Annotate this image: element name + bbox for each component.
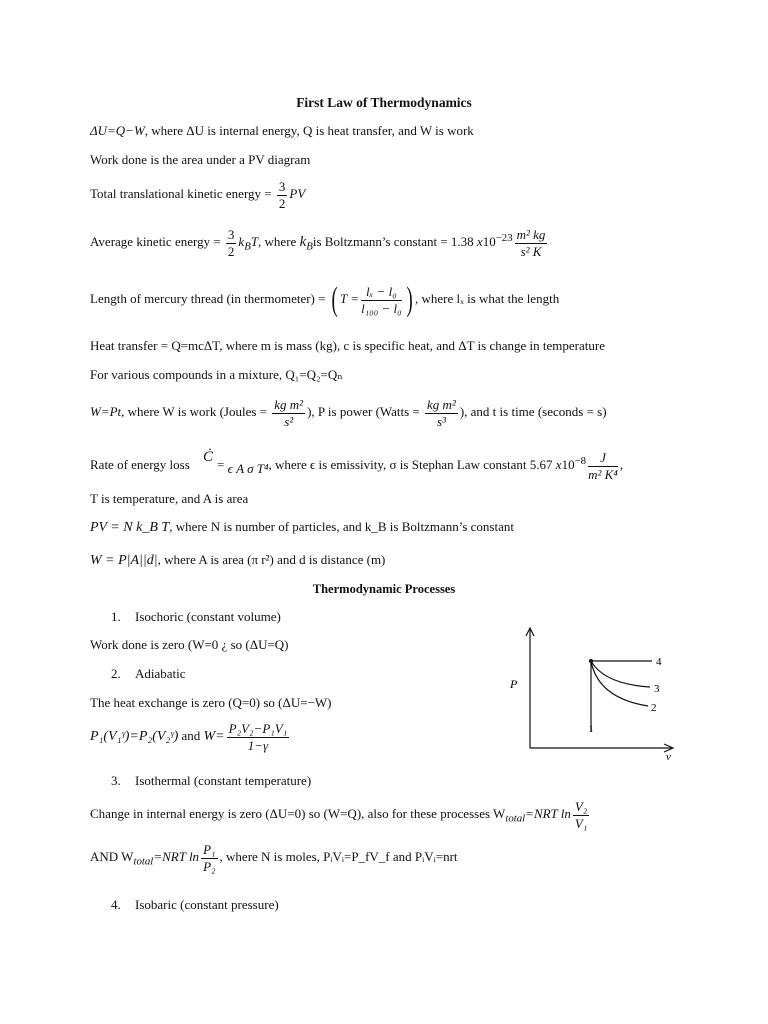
w-pt-equation: W=Pt (90, 404, 122, 420)
nrt-ln-2: =NRT ln (153, 849, 200, 865)
left-paren: ( (331, 281, 338, 318)
emissivity-text: , where ϵ is emissivity, σ is Stephan Law constant 5.67 (268, 457, 553, 473)
right-paren: ) (406, 281, 413, 318)
stefan-unit-fraction: $\frac{J}{\text{m² K⁴}}$ (588, 450, 618, 482)
list-item-label: Isochoric (constant volume) (135, 609, 281, 624)
curve-label-4: 4 (656, 656, 662, 668)
total-subscript: total (505, 812, 526, 825)
heat-transfer-line: Heat transfer = Q=mcΔT, where m is mass (kg), c is specific heat, and ΔT is change in temperature (90, 338, 605, 353)
process-curve-2 (591, 661, 648, 706)
start-point (589, 659, 593, 663)
compounds-line: For various compounds in a mixture, Q₁=Q₂=Qₙ (90, 367, 343, 382)
average-kinetic-label: Average kinetic energy = (90, 234, 221, 250)
ideal-gas-description: , where N is number of particles, and k_B is Boltzmann’s constant (169, 519, 514, 534)
temperature-area-line: T is temperature, and A is area (90, 491, 249, 506)
energy-loss-label: Rate of energy loss (90, 457, 190, 473)
kb-symbol: k (299, 234, 307, 251)
isochoric-work-line (90, 637, 289, 653)
ideal-gas-line (90, 519, 514, 537)
k-symbol: k (238, 234, 245, 250)
curve-label-1: 1 (589, 724, 594, 734)
pressure-ratio-fraction: $\frac{\text{P₁}}{\text{P₂}}$ (203, 842, 216, 874)
isothermal-pressure-line (90, 843, 458, 873)
adiabatic-work-fraction: $\frac{\text{P₂V₂−P₁V₁}}{1-\gamma}$ (228, 721, 288, 753)
process-curve-3 (591, 661, 650, 687)
times-x-2: x (555, 457, 562, 473)
watts-unit-fraction: $\frac{\text{kg m²}}{\text{s³}}$ (427, 397, 456, 429)
adiabatic-heat-line: The heat exchange is zero (Q=0) so (ΔU=−W) (90, 695, 332, 710)
ideal-gas-equation: PV = N k_B T (90, 520, 170, 535)
list-number: 4. (111, 897, 121, 912)
isothermal-line (90, 800, 591, 830)
y-axis-label: P (510, 677, 518, 691)
list-item-isothermal (111, 773, 311, 789)
power-exponent: −23 (495, 231, 513, 244)
total-subscript-2: total (133, 855, 154, 868)
work-joules-text: , where W is work (Joules = (121, 404, 268, 420)
trailing-comma: , (619, 457, 624, 473)
list-item-label: Adiabatic (135, 666, 186, 681)
moles-text: , where N is moles, PᵢVᵢ=P_fV_f and PᵢVᵢ=nrt (219, 849, 458, 865)
list-item-label: Isothermal (constant temperature) (135, 773, 312, 788)
list-item-isochoric (111, 609, 281, 625)
first-law-line (90, 123, 474, 139)
power-base-2: 10 (561, 457, 575, 473)
kb-subscript: B (306, 240, 313, 253)
isochoric-work-text: Work done is zero (W=0 ¿ so (ΔU=Q) (90, 637, 289, 652)
section-title-processes: Thermodynamic Processes (312, 582, 456, 596)
boltzmann-text: is Boltzmann’s constant = 1.38 (312, 234, 474, 250)
work-distance-line (90, 552, 385, 570)
x-axis-label: v (666, 751, 671, 763)
isothermal-text: Change in internal energy is zero (ΔU=0) so (W=Q), also for these processes W (90, 806, 506, 822)
average-kinetic-line (90, 228, 549, 258)
where-text: , where (258, 234, 297, 250)
mercury-fraction: $\frac{\text{lₓ − l₀}}{\text{l₁₀₀ − l₀}}$ (361, 283, 402, 316)
list-item-isobaric (111, 897, 279, 913)
list-item-label: Isobaric (constant pressure) (135, 897, 279, 912)
and-w-text: AND W (90, 849, 134, 865)
kinetic-energy-label: Total translational kinetic energy = (90, 186, 272, 202)
mercury-thread-label: Length of mercury thread (in thermometer) = (90, 290, 326, 306)
power-exponent-2: −8 (574, 454, 587, 467)
list-number: 1. (111, 609, 121, 624)
boltzmann-unit-fraction: $\frac{\text{m² kg}}{\text{s² K}}$ (516, 227, 546, 259)
curve-label-3: 3 (654, 683, 660, 695)
adiabatic-pv-equation: P₁(V₁ᵞ)=P₂(V₂ᵞ) (90, 729, 179, 745)
work-distance-description: , where A is area (π r²) and d is distance (m) (157, 552, 386, 567)
work-distance-equation: W = P|A||d| (90, 553, 158, 568)
kinetic-energy-line (90, 180, 305, 210)
work-power-line (90, 398, 607, 428)
power-watts-text: ), P is power (Watts = (307, 404, 420, 420)
nrt-ln: =NRT ln (525, 806, 571, 822)
mercury-thread-line (90, 283, 559, 317)
energy-loss-line (90, 451, 623, 481)
list-number: 3. (111, 773, 121, 788)
power-base: 10 (482, 234, 496, 250)
fraction-three-halves-2: $\frac{3}{2}$ (227, 227, 235, 259)
pv-diagram (500, 620, 690, 765)
first-law-description: , where ΔU is internal energy, Q is heat transfer, and W is work (144, 123, 474, 138)
curve-label-2: 2 (651, 702, 657, 714)
rate-symbol: Ċ (203, 449, 214, 466)
adiabatic-equation-line (90, 722, 291, 752)
t-symbol: T (250, 234, 259, 250)
time-seconds-text: ), and t is time (seconds = s) (459, 404, 607, 420)
joules-unit-fraction: $\frac{\text{kg m²}}{\text{s²}}$ (274, 397, 304, 429)
and-text: and (181, 728, 201, 744)
first-law-equation: ΔU=Q−W (90, 123, 145, 138)
stefan-boltzmann-equation: ϵ A σ T⁴ (227, 461, 269, 477)
list-number: 2. (111, 666, 121, 681)
pv-term: PV (289, 186, 306, 202)
list-item-adiabatic (111, 666, 186, 682)
volume-ratio-fraction: $\frac{\text{V₂}}{\text{V₁}}$ (574, 799, 588, 831)
fraction-three-halves: $\frac{3}{2}$ (278, 179, 286, 211)
work-area-line: Work done is the area under a PV diagram (90, 152, 311, 167)
t-equals: T = (340, 290, 360, 306)
times-x: x (476, 234, 483, 250)
equals-sign: = (217, 457, 225, 473)
w-equals: W= (203, 729, 225, 745)
b-subscript: B (244, 240, 251, 253)
mercury-thread-tail: , where lₓ is what the length (414, 290, 560, 306)
page-title: First Law of Thermodynamics (296, 95, 472, 110)
